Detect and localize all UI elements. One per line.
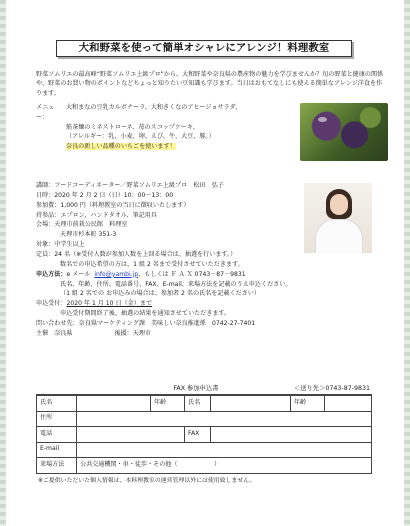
name-2-field[interactable] <box>211 396 291 412</box>
email-link[interactable]: info@yambi.jp <box>94 270 139 278</box>
fax-form-header <box>36 384 372 395</box>
detail-deadline: 申込受付： 2020 年 1 月 10 日（金）まで <box>36 300 153 308</box>
phone-field[interactable] <box>77 427 185 443</box>
menu-dishes-2: 筋茶麺のミネストローネ、苺のスコップケーキ、 <box>66 123 199 131</box>
detail-apply: 申込方法： e メール info@yambi.jp 、もしくは Ｆ Ａ Ｘ 0743－87－9831 <box>36 270 246 278</box>
right-decorative-border <box>404 0 410 526</box>
detail-capacity: 定員： 24 名（※受付人数が参加人数を上回る場合は、抽選を行います。） <box>36 251 237 259</box>
detail-venue-address: 天理市杉本町 351-3 <box>60 231 117 239</box>
instructor-apron <box>315 219 363 253</box>
intro-paragraph: 野菜ソムリエの最高峰“野菜ソムリエ上級プロ”から、大和野菜や奈良県の農産物の魅力を学びませんか？旬の野菜と健康の関係や、野菜のお買い物のポイントなどちょっと知りたい豆知識も学びます。当日はおもてなしにも使える簡単なアレンジ洋食を作ります。 <box>36 71 384 97</box>
address-field[interactable] <box>77 411 372 427</box>
vegetable-photo <box>300 103 388 161</box>
form-row-transport: 来場方法 公共交通機関・車・徒歩・その他（ ） <box>37 458 372 474</box>
event-details <box>36 181 298 339</box>
name-field[interactable] <box>77 396 151 412</box>
privacy-note: ※ご提供いただいた個人情報は、本料理教室の運営管理以外には使用致しません。 <box>38 477 256 484</box>
instructor-photo <box>304 183 372 253</box>
detail-apply-note-2: （1 組 2 名での お申込みの場合は、参加者 2 名の氏名を記載ください） <box>60 290 260 298</box>
photo-highlight <box>318 117 327 122</box>
email-field[interactable] <box>77 442 372 458</box>
page-title: 大和野菜を使って簡単オシャレにアレンジ！料理教室 <box>78 41 330 54</box>
left-decorative-border <box>0 0 6 526</box>
detail-items: 持参品： エプロン、ハンドタオル、筆記用具 <box>36 211 157 219</box>
instructor-face <box>330 194 348 215</box>
menu-strawberry-highlight: 奈良の新しい品種のいちごを使います！ <box>66 143 176 150</box>
menu-dishes-1: 大和まなの豆乳カルボナーラ、大和きくなのアヒージョサラダ、 <box>66 104 242 111</box>
detail-date: 日時： 2020 年 2 月 2 日（日）10：00～13：00 <box>36 191 174 199</box>
form-row-phone: 電話 FAX <box>37 427 372 443</box>
detail-fee: 参加費： 1,000 円（料理教室の当日に徴収いたします） <box>36 201 190 209</box>
detail-venue: 会場： 天理市前栽公民館 料理室 <box>36 221 128 229</box>
detail-contact: 問い合わせ先： 奈良県マーケティング課 美味しい奈良推進係 0742-27-7401 <box>36 320 256 328</box>
transport-options[interactable]: 公共交通機関・車・徒歩・その他（ ） <box>77 458 372 474</box>
detail-organizer: 主催 奈良県 後援： 天理市 <box>36 329 152 337</box>
detail-target: 対象： 中学生以上 <box>36 241 85 249</box>
menu-allergy: （アレルギー：乳、小麦、卵、えび、牛、大豆、豚。） <box>66 133 215 141</box>
fax-send-to: ＜送り先＞0743-87-9831 <box>293 385 370 392</box>
detail-apply-note: 氏名、年齢、住所、電話番号、FAX、E-mail、来場方法を記載のうえ申込ください。 <box>60 280 292 288</box>
detail-instructor: 講師： フードコーディネーター／野菜ソムリエ上級プロ 松田 弘子 <box>36 182 224 189</box>
detail-deadline-note: 申込受付期間終了後、抽選の結果を通知させていただきます。 <box>60 310 231 318</box>
age-2-field[interactable] <box>325 396 372 412</box>
fax-form-table <box>36 395 372 474</box>
title-banner <box>56 40 352 57</box>
fax-application-form <box>36 384 372 485</box>
fax-form-heading: FAX 参加申込書 <box>173 385 219 392</box>
form-row-names: 氏名 年齢 氏名 年齢 <box>37 396 372 412</box>
form-row-address: 住所 <box>37 411 372 427</box>
fax-field[interactable] <box>211 427 372 443</box>
menu-label: メニュー： <box>36 104 55 121</box>
form-row-email: E-mail <box>37 442 372 458</box>
menu-line-1 <box>36 103 286 123</box>
menu-section <box>36 103 286 152</box>
detail-capacity-note: 数名での申込希望の方は、1 組 2 名まで受付させていただきます。 <box>60 260 244 268</box>
